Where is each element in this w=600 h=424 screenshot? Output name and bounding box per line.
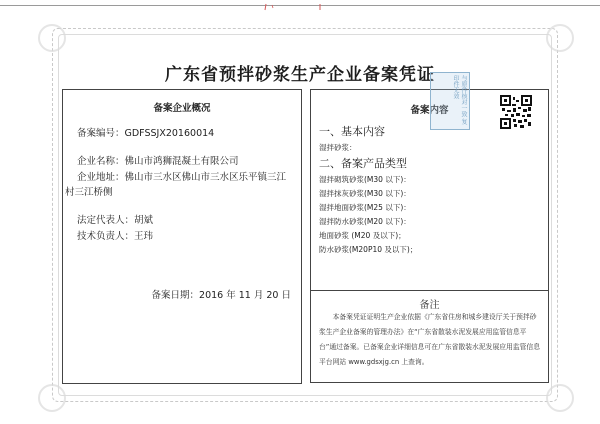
section2-title: 二、备案产品类型 (319, 157, 407, 170)
record-date: 备案日期：2016 年 11 月 20 日 (151, 290, 291, 301)
section1-item: 湿拌砂浆： (319, 143, 357, 152)
product-item: 防水砂浆(M20P10 及以下)； (319, 245, 418, 254)
record-content-heading: 备案内容 (410, 105, 449, 116)
official-stamp-icon (430, 72, 470, 130)
record-content-panel (310, 89, 549, 383)
certificate-title: 广东省预拌砂浆生产企业备案凭证 (165, 65, 435, 85)
company-address-line1: 企业地址：佛山市三水区佛山市三水区乐平镇三江 (77, 172, 287, 183)
product-item: 湿拌抹灰砂浆(M30 以下)： (319, 189, 411, 198)
section1-title: 一、基本内容 (319, 125, 385, 138)
notes-text: 本备案凭证证明生产企业依据《广东省住房和城乡建设厅关于预拌砂浆生产企业备案的管理办法》在“广东省散装水泥发展应用监管信息平台”通过备案。已备案企业详细信息可在广东省散装水泥发展应用监管信息平台网站 www.gdsxjg.cn 上查询。 (319, 313, 541, 366)
company-name: 企业名称：佛山市鸿狮混凝土有限公司 (77, 156, 239, 167)
stamp-text: 与原件核对一致 复印件无效 (452, 75, 467, 125)
record-number: 备案编号：GDFSSJX20160014 (77, 128, 215, 139)
red-scan-marks (262, 3, 342, 11)
corner-ornament-icon (38, 384, 66, 412)
product-item: 湿拌砌筑砂浆(M30 以下)： (319, 175, 411, 184)
corner-ornament-icon (38, 24, 66, 52)
product-item: 湿拌地面砂浆(M25 以下)： (319, 203, 411, 212)
product-item: 湿拌防水砂浆(M20 以下)： (319, 217, 411, 226)
enterprise-overview-heading: 备案企业概况 (153, 103, 211, 114)
legal-representative: 法定代表人：胡斌 (77, 215, 154, 226)
technical-lead: 技术负责人：王玮 (77, 231, 154, 242)
company-address-line2: 村三江桥侧 (65, 187, 113, 198)
corner-ornament-icon (546, 384, 574, 412)
corner-ornament-icon (546, 24, 574, 52)
notes-heading: 备注 (419, 300, 440, 311)
enterprise-overview-panel (62, 89, 302, 384)
product-item: 地面砂浆 (M20 及以下)； (319, 231, 406, 240)
qr-code-icon (500, 95, 532, 129)
